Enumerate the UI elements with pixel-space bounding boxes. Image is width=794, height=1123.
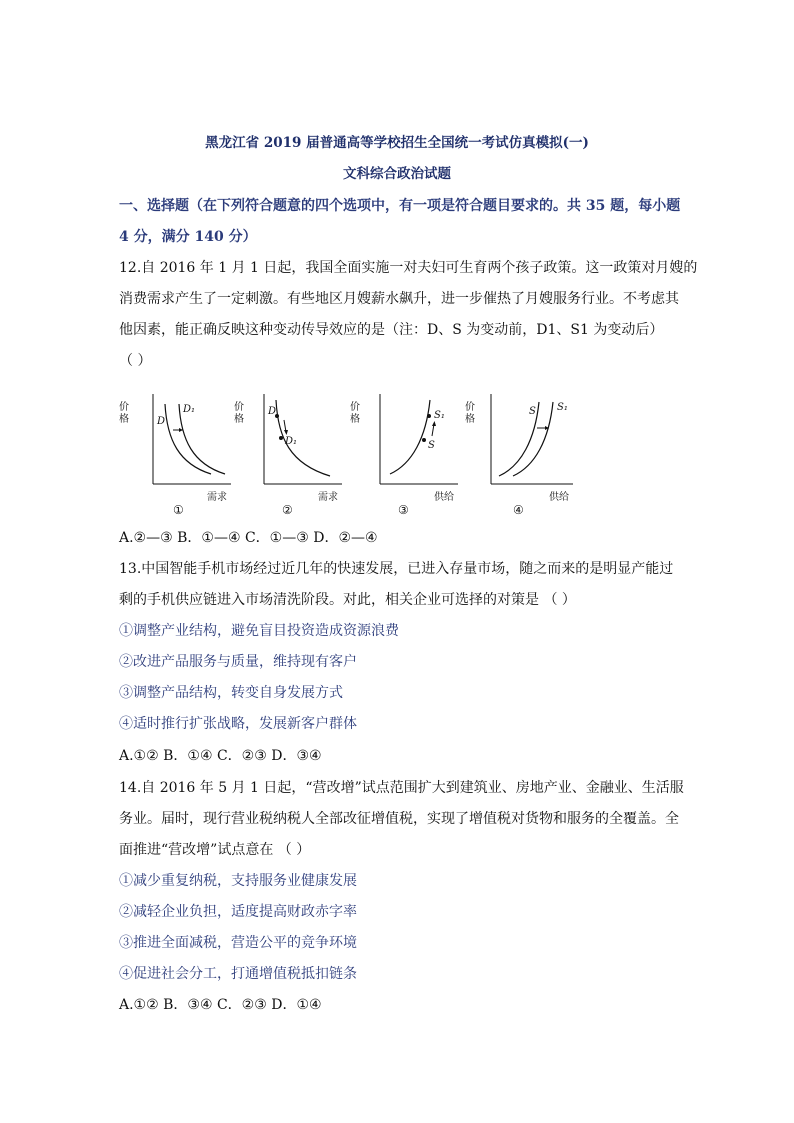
figure-2-y-label-1: 价 (234, 402, 244, 413)
figure-3-point-s (422, 438, 426, 442)
figure-2-x-label: 需求 (318, 492, 338, 503)
q14-stem-line-2: 务业。届时，现行营业税纳税人全部改征增值税，实现了增值税对货物和服务的全覆盖。全 (119, 811, 679, 827)
q12-stem-line-1: 12.自 2016 年 1 月 1 日起，我国全面实施一对夫妇可生育两个孩子政策。这一政策对月嫂的 (119, 260, 698, 276)
figure-1 (119, 388, 231, 518)
figure-3-arrow-head (432, 421, 436, 426)
q14-stem-line-1: 14.自 2016 年 5 月 1 日起，“营改增”试点范围扩大到建筑业、房地产业、金融业、生活服 (119, 780, 684, 796)
figure-4-graph (465, 388, 577, 518)
exam-subtitle: 文科综合政治试题 (343, 166, 451, 182)
figure-3-curve (390, 400, 430, 474)
figure-1-label-a: D (157, 416, 166, 427)
q13-stem-line-1: 13.中国智能手机市场经过近几年的快速发展，已进入存量市场，随之而来的是明显产能过 (119, 561, 674, 577)
figure-3-y-label-1: 价 (350, 402, 360, 413)
figure-3-graph (350, 388, 462, 518)
figure-2-y-label-2: 格 (234, 414, 244, 425)
q12-stem-line-2: 消费需求产生了一定刺激。有些地区月嫂薪水飙升，进一步催热了月嫂服务行业。不考虑其 (119, 291, 679, 307)
q13-item-3: ③调整产品结构，转变自身发展方式 (119, 685, 343, 701)
figure-3 (350, 388, 462, 518)
figure-3-label-b: S (428, 440, 435, 451)
figure-4-number: ④ (513, 503, 524, 517)
q13-item-1: ①调整产业结构，避免盲目投资造成资源浪费 (119, 623, 399, 639)
figure-2-graph (234, 388, 346, 518)
q14-item-4: ④促进社会分工，打通增值税抵扣链条 (119, 966, 357, 982)
figure-2-number: ② (282, 503, 293, 517)
figure-2-label-a: D (268, 406, 277, 417)
section-heading-line-1: 一、选择题（在下列符合题意的四个选项中，有一项是符合题目要求的。共 35 题，每小题 (119, 198, 681, 214)
figure-2-arrow-head (284, 430, 288, 435)
figure-3-point-s1 (427, 414, 431, 418)
figure-4-y-label-2: 格 (465, 414, 475, 425)
figure-4-x-label: 供给 (549, 492, 569, 503)
figure-3-label-a: S₁ (434, 410, 445, 421)
figure-1-number: ① (173, 503, 184, 517)
q12-answer-blank: （ ） (119, 353, 152, 369)
section-heading-line-2: 4 分，满分 140 分） (119, 229, 257, 245)
figure-4-y-label-1: 价 (465, 402, 475, 413)
q12-figure-set (119, 388, 579, 518)
figure-3-x-label: 供给 (434, 492, 454, 503)
q13-stem-line-2: 剩的手机供应链进入市场清洗阶段。对此，相关企业可选择的对策是 （ ） (119, 592, 576, 608)
figure-2 (234, 388, 346, 518)
figure-3-y-label-2: 格 (350, 414, 360, 425)
figure-2-point-d1 (279, 436, 283, 440)
figure-1-x-label: 需求 (207, 492, 227, 503)
exam-title: 黑龙江省 2019 届普通高等学校招生全国统一考试仿真模拟(一) (205, 135, 589, 151)
figure-2-label-b: D₁ (285, 436, 298, 447)
q13-item-4: ④适时推行扩张战略，发展新客户群体 (119, 716, 357, 732)
q12-stem-line-3: 他因素，能正确反映这种变动传导效应的是（注：D、S 为变动前，D1、S1 为变动后） (119, 322, 664, 338)
q13-options: A.①② B．①④ C．②③ D．③④ (119, 748, 322, 764)
q14-item-3: ③推进全面减税，营造公平的竞争环境 (119, 935, 357, 951)
figure-1-y-label-1: 价 (119, 402, 129, 413)
figure-1-label-b: D₁ (183, 404, 196, 415)
figure-1-graph (119, 388, 231, 518)
figure-1-y-label-2: 格 (119, 414, 129, 425)
figure-4 (465, 388, 577, 518)
q13-item-2: ②改进产品服务与质量，维持现有客户 (119, 654, 357, 670)
q14-options: A.①② B．③④ C．②③ D．①④ (119, 997, 322, 1013)
figure-3-number: ③ (398, 503, 409, 517)
figure-4-label-b: S₁ (557, 402, 568, 413)
q12-options: A.②—③ B．①—④ C．①—③ D．②—④ (119, 530, 378, 546)
figure-4-label-a: S (529, 406, 536, 417)
q14-item-1: ①减少重复纳税，支持服务业健康发展 (119, 873, 357, 889)
q14-item-2: ②减轻企业负担，适度提高财政赤字率 (119, 904, 357, 920)
q14-stem-line-3: 面推进“营改增”试点意在 （ ） (119, 842, 311, 858)
